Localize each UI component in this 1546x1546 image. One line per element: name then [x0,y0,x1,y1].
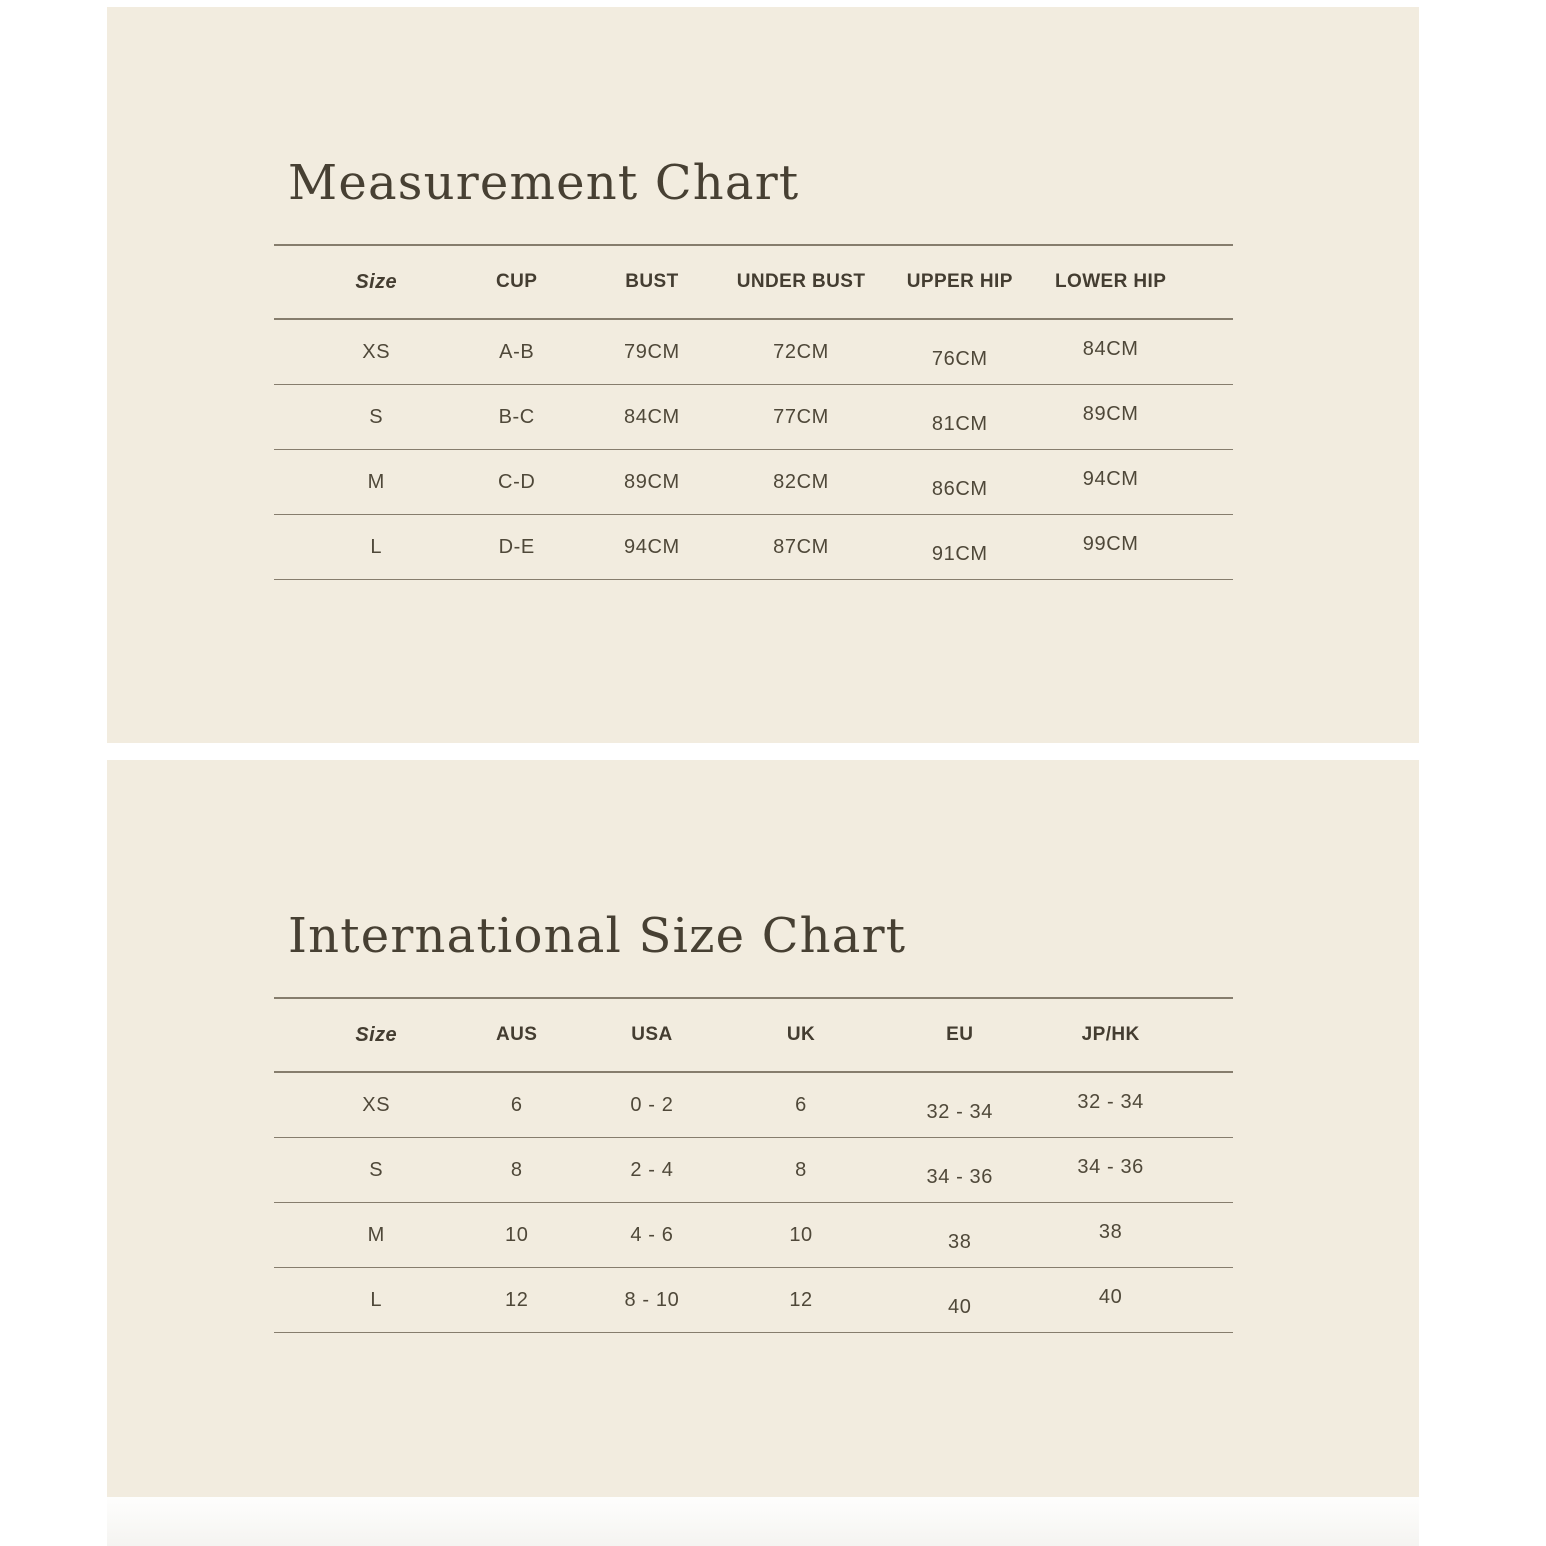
table-cell-cup-xs: A-B [452,319,581,385]
table-cell-lower-hip-s: 89CM [1040,382,1233,447]
table-row-s [274,1138,1233,1203]
column-header-upper-hip: UPPER HIP [879,245,1040,319]
column-header-eu: EU [879,998,1040,1072]
table-cell-size-s: S [274,1138,452,1203]
table-cell-jp-hk-m: 38 [1040,1200,1233,1265]
table-cell-aus-l: 12 [452,1268,581,1333]
table-cell-aus-s: 8 [452,1138,581,1203]
table-cell-jp-hk-s: 34 - 36 [1040,1135,1233,1200]
table-cell-lower-hip-l: 99CM [1040,512,1233,577]
column-header-uk: UK [723,998,879,1072]
table-cell-uk-xs: 6 [723,1072,879,1138]
international-size-chart-panel [107,760,1419,1497]
table-cell-usa-s: 2 - 4 [581,1138,723,1203]
table-cell-bust-l: 94CM [581,515,723,580]
table-cell-size-xs: XS [274,319,452,385]
column-header-jp-hk: JP/HK [1040,998,1233,1072]
table-row-s [274,385,1233,450]
table-row-l [274,515,1233,580]
header-row [274,998,1233,1072]
table-cell-size-m: M [274,1203,452,1268]
header-row [274,245,1233,319]
table-cell-under-bust-m: 82CM [723,450,879,515]
table-cell-uk-m: 10 [723,1203,879,1268]
table-row-m [274,1203,1233,1268]
table-cell-lower-hip-xs: 84CM [1040,316,1233,382]
table-cell-upper-hip-m: 86CM [879,457,1040,522]
column-header-usa: USA [581,998,723,1072]
table-cell-eu-l: 40 [879,1275,1040,1340]
table-cell-eu-s: 34 - 36 [879,1145,1040,1210]
table-row-xs [274,1072,1233,1138]
table-cell-size-s: S [274,385,452,450]
table-cell-bust-m: 89CM [581,450,723,515]
column-header-size: Size [274,245,452,319]
column-header-aus: AUS [452,998,581,1072]
table-cell-cup-s: B-C [452,385,581,450]
table-row-xs [274,319,1233,385]
table-cell-eu-xs: 32 - 34 [879,1079,1040,1145]
table-cell-usa-xs: 0 - 2 [581,1072,723,1138]
table-cell-aus-xs: 6 [452,1072,581,1138]
table-cell-uk-s: 8 [723,1138,879,1203]
table-cell-bust-s: 84CM [581,385,723,450]
table-cell-under-bust-xs: 72CM [723,319,879,385]
table-cell-cup-m: C-D [452,450,581,515]
table-cell-bust-xs: 79CM [581,319,723,385]
table-cell-aus-m: 10 [452,1203,581,1268]
table-cell-size-l: L [274,1268,452,1333]
measurement-chart-table [274,244,1233,580]
table-cell-usa-m: 4 - 6 [581,1203,723,1268]
international-size-chart-table [274,997,1233,1333]
table-cell-lower-hip-m: 94CM [1040,447,1233,512]
table-cell-size-xs: XS [274,1072,452,1138]
column-header-cup: CUP [452,245,581,319]
table-cell-eu-m: 38 [879,1210,1040,1275]
table-cell-under-bust-l: 87CM [723,515,879,580]
table-cell-uk-l: 12 [723,1268,879,1333]
table-cell-jp-hk-l: 40 [1040,1265,1233,1330]
table-cell-upper-hip-l: 91CM [879,522,1040,587]
column-header-under-bust: UNDER BUST [723,245,879,319]
table-cell-usa-l: 8 - 10 [581,1268,723,1333]
measurement-chart-panel [107,7,1419,743]
table-row-l [274,1268,1233,1333]
table-cell-cup-l: D-E [452,515,581,580]
international-size-chart-title: International Size Chart [288,908,907,964]
table-cell-upper-hip-s: 81CM [879,392,1040,457]
measurement-chart-title: Measurement Chart [288,155,800,211]
table-row-m [274,450,1233,515]
column-header-bust: BUST [581,245,723,319]
column-header-lower-hip: LOWER HIP [1040,245,1233,319]
table-cell-size-m: M [274,450,452,515]
table-cell-jp-hk-xs: 32 - 34 [1040,1069,1233,1135]
table-cell-upper-hip-xs: 76CM [879,326,1040,392]
table-cell-under-bust-s: 77CM [723,385,879,450]
table-cell-size-l: L [274,515,452,580]
column-header-size: Size [274,998,452,1072]
